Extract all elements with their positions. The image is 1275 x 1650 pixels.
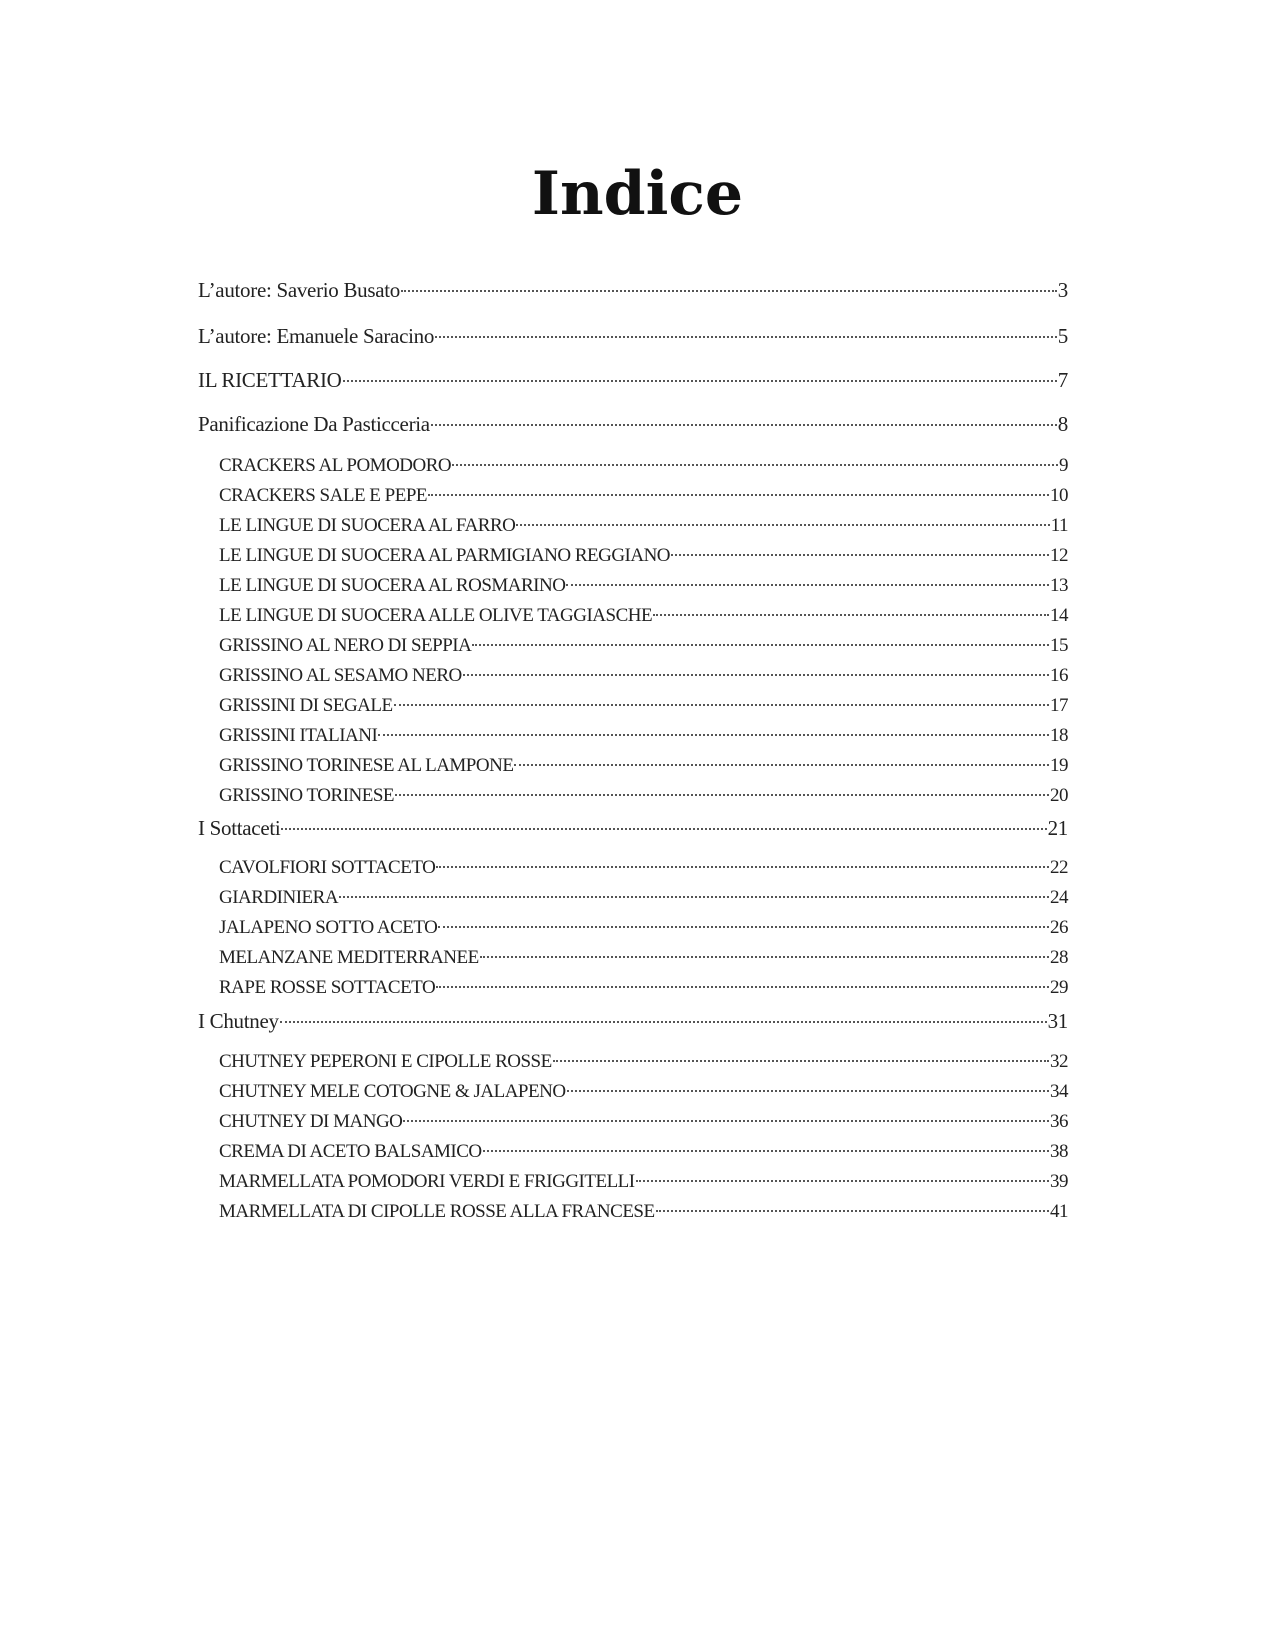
toc-page-number: 19 [1050,755,1068,776]
dot-leader [281,828,1046,830]
dot-leader [567,1090,1049,1092]
toc-recipe-entry[interactable] [219,883,1068,913]
toc-recipe-entry[interactable] [219,853,1068,883]
dot-leader [403,1120,1049,1122]
dot-leader [452,464,1058,466]
toc-recipe-entry[interactable] [219,661,1068,691]
toc-section-entry[interactable] [198,409,1068,439]
toc-recipe-entry[interactable] [219,1077,1068,1107]
toc-entry-label: GRISSINI ITALIANI [219,725,378,746]
toc-recipe-entry[interactable] [219,721,1068,751]
dot-leader [566,584,1049,586]
toc-entry-label: GIARDINIERA [219,887,339,908]
toc-entry-label: CRACKERS SALE E PEPE [219,485,428,506]
toc-entry-label: JALAPENO SOTTO ACETO [219,917,438,938]
toc-recipe-entry[interactable] [219,913,1068,943]
toc-recipe-entry[interactable] [219,1167,1068,1197]
toc-page-number: 32 [1050,1051,1068,1072]
dot-leader [431,424,1057,426]
toc-entry-label: GRISSINO AL SESAMO NERO [219,665,462,686]
toc-recipe-entry[interactable] [219,691,1068,721]
dot-leader [339,896,1049,898]
toc-entry-label: LE LINGUE DI SUOCERA AL ROSMARINO [219,575,566,596]
toc-page-number: 31 [1047,1009,1068,1033]
toc-page-number: 15 [1050,635,1068,656]
toc-page-number: 24 [1050,887,1068,908]
dot-leader [401,290,1057,292]
toc-entry-label: L’autore: Emanuele Saracino [198,324,435,348]
toc-page-number: 13 [1050,575,1068,596]
toc-page-number: 7 [1057,368,1068,392]
dot-leader [435,336,1057,338]
toc-entry-label: L’autore: Saverio Busato [198,278,400,302]
dot-leader [671,554,1049,556]
toc-entry-label: LE LINGUE DI SUOCERA AL PARMIGIANO REGGIANO [219,545,671,566]
toc-recipe-entry[interactable] [219,1107,1068,1137]
toc-entry-label: CHUTNEY DI MANGO [219,1111,403,1132]
dot-leader [436,986,1049,988]
toc-recipe-entry[interactable] [219,1047,1068,1077]
dot-leader [483,1150,1049,1152]
toc-entry-label: I Sottaceti [198,816,281,840]
dot-leader [653,614,1049,616]
dot-leader [516,524,1049,526]
toc-section-entry[interactable] [198,321,1068,351]
toc-entry-label: CREMA DI ACETO BALSAMICO [219,1141,482,1162]
dot-leader [472,644,1049,646]
toc-entry-label: LE LINGUE DI SUOCERA AL FARRO [219,515,516,536]
dot-leader [280,1021,1047,1023]
toc-entry-label: CRACKERS AL POMODORO [219,455,452,476]
toc-entry-label: GRISSINI DI SEGALE [219,695,393,716]
toc-entry-label: IL RICETTARIO [198,368,342,392]
toc-section-entry[interactable] [198,813,1068,843]
toc-entry-label: MELANZANE MEDITERRANEE [219,947,479,968]
dot-leader [463,674,1049,676]
toc-section-entry[interactable] [198,275,1068,305]
toc-entry-label: CHUTNEY MELE COTOGNE & JALAPENO [219,1081,566,1102]
toc-page-number: 26 [1050,917,1068,938]
toc-page-number: 34 [1050,1081,1068,1102]
dot-leader [395,794,1049,796]
toc-page-number: 28 [1050,947,1068,968]
toc-recipe-entry[interactable] [219,511,1068,541]
toc-page-number: 21 [1047,816,1068,840]
toc-page-number: 20 [1050,785,1068,806]
toc-page-number: 18 [1050,725,1068,746]
toc-page-number: 17 [1050,695,1068,716]
toc-recipe-entry[interactable] [219,781,1068,811]
toc-page-number: 16 [1050,665,1068,686]
toc-recipe-entry[interactable] [219,451,1068,481]
toc-recipe-entry[interactable] [219,481,1068,511]
dot-leader [480,956,1049,958]
dot-leader [553,1060,1049,1062]
dot-leader [436,866,1049,868]
toc-recipe-entry[interactable] [219,973,1068,1003]
toc-page-number: 5 [1057,324,1068,348]
dot-leader [656,1210,1049,1212]
toc-page-number: 36 [1050,1111,1068,1132]
toc-page-number: 10 [1050,485,1068,506]
toc-entry-label: CHUTNEY PEPERONI E CIPOLLE ROSSE [219,1051,552,1072]
toc-entry-label: MARMELLATA POMODORI VERDI E FRIGGITELLI [219,1171,635,1192]
toc-entry-label: I Chutney [198,1009,279,1033]
toc-entry-label: LE LINGUE DI SUOCERA ALLE OLIVE TAGGIASCHE [219,605,653,626]
toc-page-number: 22 [1050,857,1068,878]
toc-recipe-entry[interactable] [219,571,1068,601]
toc-page-number: 14 [1050,605,1068,626]
toc-section-entry[interactable] [198,365,1068,395]
toc-page-number: 3 [1057,278,1068,302]
toc-page-number: 11 [1050,515,1068,536]
dot-leader [394,704,1049,706]
toc-page-number: 29 [1050,977,1068,998]
toc-entry-label: MARMELLATA DI CIPOLLE ROSSE ALLA FRANCESE [219,1201,655,1222]
toc-recipe-entry[interactable] [219,541,1068,571]
toc-page-number: 8 [1057,412,1068,436]
toc-recipe-entry[interactable] [219,1137,1068,1167]
dot-leader [514,764,1049,766]
toc-entry-label: GRISSINO AL NERO DI SEPPIA [219,635,472,656]
toc-section-entry[interactable] [198,1006,1068,1036]
dot-leader [428,494,1049,496]
dot-leader [438,926,1049,928]
toc-page-number: 41 [1050,1201,1068,1222]
toc-recipe-entry[interactable] [219,601,1068,631]
page-title: Indice [531,159,744,229]
toc-entry-label: GRISSINO TORINESE [219,785,395,806]
dot-leader [343,380,1057,382]
toc-page-number: 38 [1050,1141,1068,1162]
toc-entry-label: Panificazione Da Pasticceria [198,412,430,436]
toc-entry-label: CAVOLFIORI SOTTACETO [219,857,436,878]
toc-recipe-entry[interactable] [219,631,1068,661]
toc-page-number: 9 [1059,455,1068,476]
toc-page-number: 39 [1050,1171,1068,1192]
toc-recipe-entry[interactable] [219,751,1068,781]
dot-leader [378,734,1049,736]
toc-recipe-entry[interactable] [219,1197,1068,1227]
toc-page-number: 12 [1050,545,1068,566]
toc-entry-label: RAPE ROSSE SOTTACETO [219,977,436,998]
toc-recipe-entry[interactable] [219,943,1068,973]
dot-leader [636,1180,1049,1182]
toc-entry-label: GRISSINO TORINESE AL LAMPONE [219,755,514,776]
